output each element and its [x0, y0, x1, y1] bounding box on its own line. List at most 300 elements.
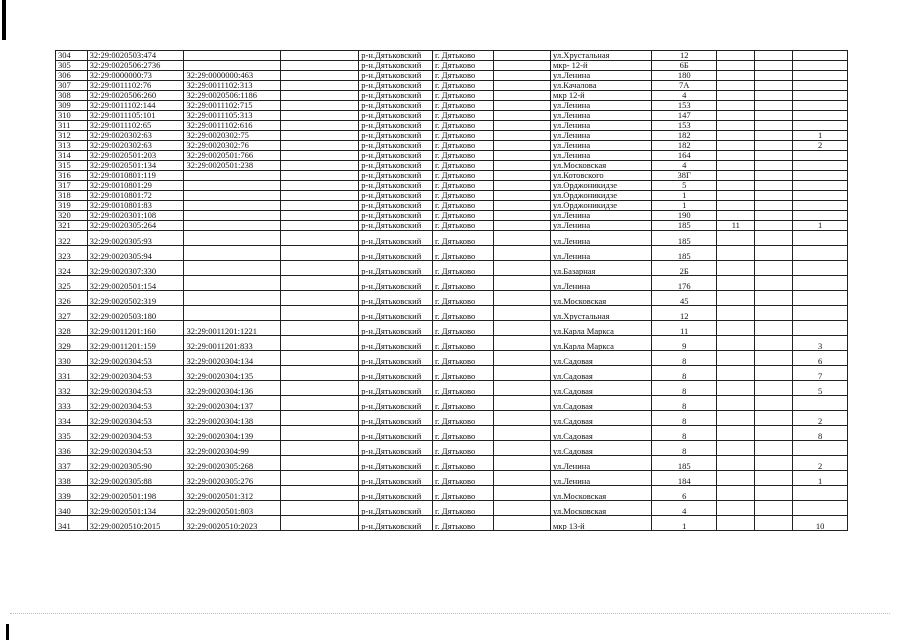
- building-number-cell: [717, 351, 755, 366]
- street-cell: ул.Садовая: [550, 396, 651, 411]
- empty-cell: [281, 51, 359, 61]
- district-cell: р-н.Дятьковский: [359, 321, 433, 336]
- empty-cell: [494, 441, 551, 456]
- district-cell: р-н.Дятьковский: [359, 71, 433, 81]
- empty-cell: [755, 381, 793, 396]
- empty-cell: [281, 161, 359, 171]
- row-number-cell: 328: [56, 321, 88, 336]
- building-number-cell: [717, 81, 755, 91]
- house-number-cell: 8: [652, 411, 717, 426]
- city-cell: г. Дятьково: [433, 306, 494, 321]
- premises-cadastral-number-cell: 32:29:0020304:134: [184, 351, 281, 366]
- district-cell: р-н.Дятьковский: [359, 191, 433, 201]
- apartment-number-cell: 10: [793, 516, 848, 531]
- street-cell: ул.Ленина: [550, 131, 651, 141]
- district-cell: р-н.Дятьковский: [359, 131, 433, 141]
- street-cell: ул.Ленина: [550, 456, 651, 471]
- cadastral-number-cell: 32:29:0010801:29: [87, 181, 184, 191]
- empty-cell: [494, 501, 551, 516]
- district-cell: р-н.Дятьковский: [359, 81, 433, 91]
- district-cell: р-н.Дятьковский: [359, 51, 433, 61]
- city-cell: г. Дятьково: [433, 121, 494, 131]
- empty-cell: [281, 101, 359, 111]
- empty-cell: [494, 151, 551, 161]
- row-number-cell: 317: [56, 181, 88, 191]
- empty-cell: [281, 111, 359, 121]
- apartment-number-cell: [793, 211, 848, 221]
- street-cell: ул.Садовая: [550, 441, 651, 456]
- district-cell: р-н.Дятьковский: [359, 276, 433, 291]
- apartment-number-cell: [793, 171, 848, 181]
- empty-cell: [755, 471, 793, 486]
- house-number-cell: 38Г: [652, 171, 717, 181]
- district-cell: р-н.Дятьковский: [359, 291, 433, 306]
- cadastral-number-cell: 32:29:0020503:474: [87, 51, 184, 61]
- district-cell: р-н.Дятьковский: [359, 441, 433, 456]
- premises-cadastral-number-cell: [184, 61, 281, 71]
- city-cell: г. Дятьково: [433, 191, 494, 201]
- empty-cell: [755, 211, 793, 221]
- city-cell: г. Дятьково: [433, 261, 494, 276]
- empty-cell: [281, 121, 359, 131]
- table-row: [56, 51, 848, 61]
- building-number-cell: [717, 101, 755, 111]
- scan-noise-line: [10, 613, 890, 614]
- apartment-number-cell: [793, 111, 848, 121]
- city-cell: г. Дятьково: [433, 366, 494, 381]
- empty-cell: [281, 201, 359, 211]
- cadastral-number-cell: 32:29:0020304:53: [87, 366, 184, 381]
- apartment-number-cell: [793, 486, 848, 501]
- table-row: [56, 201, 848, 211]
- empty-cell: [494, 516, 551, 531]
- empty-cell: [755, 456, 793, 471]
- empty-cell: [494, 456, 551, 471]
- empty-cell: [494, 291, 551, 306]
- empty-cell: [755, 516, 793, 531]
- district-cell: р-н.Дятьковский: [359, 411, 433, 426]
- premises-cadastral-number-cell: 32:29:0011105:313: [184, 111, 281, 121]
- table-row: [56, 441, 848, 456]
- house-number-cell: 164: [652, 151, 717, 161]
- building-number-cell: [717, 191, 755, 201]
- table-row: [56, 131, 848, 141]
- house-number-cell: 8: [652, 366, 717, 381]
- district-cell: р-н.Дятьковский: [359, 501, 433, 516]
- house-number-cell: 1: [652, 201, 717, 211]
- table-row: [56, 456, 848, 471]
- street-cell: ул.Качалова: [550, 81, 651, 91]
- row-number-cell: 316: [56, 171, 88, 181]
- premises-cadastral-number-cell: 32:29:0020506:1186: [184, 91, 281, 101]
- empty-cell: [494, 261, 551, 276]
- empty-cell: [494, 91, 551, 101]
- row-number-cell: 313: [56, 141, 88, 151]
- street-cell: ул.Ленина: [550, 111, 651, 121]
- city-cell: г. Дятьково: [433, 486, 494, 501]
- empty-cell: [755, 61, 793, 71]
- apartment-number-cell: 5: [793, 381, 848, 396]
- apartment-number-cell: [793, 61, 848, 71]
- apartment-number-cell: [793, 81, 848, 91]
- row-number-cell: 325: [56, 276, 88, 291]
- house-number-cell: 45: [652, 291, 717, 306]
- premises-cadastral-number-cell: 32:29:0020304:137: [184, 396, 281, 411]
- cadastral-number-cell: 32:29:0011201:159: [87, 336, 184, 351]
- empty-cell: [494, 231, 551, 246]
- empty-cell: [494, 121, 551, 131]
- city-cell: г. Дятьково: [433, 101, 494, 111]
- house-number-cell: 12: [652, 306, 717, 321]
- empty-cell: [281, 231, 359, 246]
- premises-cadastral-number-cell: 32:29:0020302:76: [184, 141, 281, 151]
- empty-cell: [281, 366, 359, 381]
- empty-cell: [755, 321, 793, 336]
- district-cell: р-н.Дятьковский: [359, 151, 433, 161]
- empty-cell: [281, 291, 359, 306]
- row-number-cell: 304: [56, 51, 88, 61]
- city-cell: г. Дятьково: [433, 151, 494, 161]
- table-row: [56, 151, 848, 161]
- building-number-cell: [717, 381, 755, 396]
- city-cell: г. Дятьково: [433, 441, 494, 456]
- building-number-cell: [717, 246, 755, 261]
- row-number-cell: 311: [56, 121, 88, 131]
- cadastral-number-cell: 32:29:0020510:2015: [87, 516, 184, 531]
- registry-body: [56, 51, 848, 531]
- house-number-cell: 8: [652, 351, 717, 366]
- street-cell: ул.Ленина: [550, 151, 651, 161]
- empty-cell: [281, 306, 359, 321]
- table-row: [56, 336, 848, 351]
- row-number-cell: 339: [56, 486, 88, 501]
- house-number-cell: 182: [652, 141, 717, 151]
- empty-cell: [755, 141, 793, 151]
- street-cell: ул.Карла Маркса: [550, 321, 651, 336]
- table-row: [56, 161, 848, 171]
- city-cell: г. Дятьково: [433, 246, 494, 261]
- cadastral-number-cell: 32:29:0020506:260: [87, 91, 184, 101]
- empty-cell: [281, 396, 359, 411]
- building-number-cell: [717, 336, 755, 351]
- premises-cadastral-number-cell: 32:29:0020304:139: [184, 426, 281, 441]
- cadastral-number-cell: 32:29:0020304:53: [87, 381, 184, 396]
- cadastral-number-cell: 32:29:0020304:53: [87, 441, 184, 456]
- empty-cell: [755, 426, 793, 441]
- empty-cell: [281, 321, 359, 336]
- district-cell: р-н.Дятьковский: [359, 306, 433, 321]
- empty-cell: [494, 161, 551, 171]
- city-cell: г. Дятьково: [433, 291, 494, 306]
- empty-cell: [755, 151, 793, 161]
- district-cell: р-н.Дятьковский: [359, 171, 433, 181]
- empty-cell: [755, 71, 793, 81]
- cadastral-number-cell: 32:29:0020501:198: [87, 486, 184, 501]
- cadastral-number-cell: 32:29:0010801:119: [87, 171, 184, 181]
- apartment-number-cell: [793, 306, 848, 321]
- street-cell: мкр- 12-й: [550, 61, 651, 71]
- empty-cell: [755, 101, 793, 111]
- empty-cell: [494, 201, 551, 211]
- building-number-cell: [717, 411, 755, 426]
- cadastral-number-cell: 32:29:0020501:154: [87, 276, 184, 291]
- row-number-cell: 310: [56, 111, 88, 121]
- district-cell: р-н.Дятьковский: [359, 61, 433, 71]
- district-cell: р-н.Дятьковский: [359, 381, 433, 396]
- city-cell: г. Дятьково: [433, 61, 494, 71]
- premises-cadastral-number-cell: [184, 221, 281, 231]
- table-row: [56, 306, 848, 321]
- table-row: [56, 261, 848, 276]
- premises-cadastral-number-cell: 32:29:0020501:312: [184, 486, 281, 501]
- empty-cell: [755, 441, 793, 456]
- premises-cadastral-number-cell: [184, 231, 281, 246]
- empty-cell: [281, 171, 359, 181]
- cadastral-number-cell: 32:29:0011105:101: [87, 111, 184, 121]
- row-number-cell: 330: [56, 351, 88, 366]
- row-number-cell: 341: [56, 516, 88, 531]
- premises-cadastral-number-cell: 32:29:0020501:803: [184, 501, 281, 516]
- house-number-cell: 8: [652, 381, 717, 396]
- premises-cadastral-number-cell: 32:29:0020305:276: [184, 471, 281, 486]
- row-number-cell: 326: [56, 291, 88, 306]
- premises-cadastral-number-cell: 32:29:0020305:268: [184, 456, 281, 471]
- city-cell: г. Дятьково: [433, 51, 494, 61]
- street-cell: мкр 13-й: [550, 516, 651, 531]
- house-number-cell: 4: [652, 161, 717, 171]
- premises-cadastral-number-cell: 32:29:0020501:238: [184, 161, 281, 171]
- building-number-cell: [717, 516, 755, 531]
- city-cell: г. Дятьково: [433, 91, 494, 101]
- street-cell: ул.Хрустальная: [550, 51, 651, 61]
- house-number-cell: 12: [652, 51, 717, 61]
- district-cell: р-н.Дятьковский: [359, 121, 433, 131]
- premises-cadastral-number-cell: [184, 171, 281, 181]
- street-cell: ул.Карла Маркса: [550, 336, 651, 351]
- empty-cell: [281, 141, 359, 151]
- table-row: [56, 501, 848, 516]
- empty-cell: [755, 231, 793, 246]
- empty-cell: [755, 131, 793, 141]
- empty-cell: [755, 246, 793, 261]
- house-number-cell: 8: [652, 396, 717, 411]
- building-number-cell: [717, 231, 755, 246]
- empty-cell: [494, 171, 551, 181]
- empty-cell: [281, 456, 359, 471]
- building-number-cell: [717, 306, 755, 321]
- cadastral-number-cell: 32:29:0020501:203: [87, 151, 184, 161]
- row-number-cell: 309: [56, 101, 88, 111]
- cadastral-number-cell: 32:29:0010801:83: [87, 201, 184, 211]
- district-cell: р-н.Дятьковский: [359, 426, 433, 441]
- table-row: [56, 71, 848, 81]
- empty-cell: [494, 111, 551, 121]
- empty-cell: [755, 221, 793, 231]
- empty-cell: [755, 501, 793, 516]
- building-number-cell: [717, 171, 755, 181]
- building-number-cell: [717, 486, 755, 501]
- city-cell: г. Дятьково: [433, 141, 494, 151]
- table-row: [56, 396, 848, 411]
- empty-cell: [755, 291, 793, 306]
- row-number-cell: 319: [56, 201, 88, 211]
- apartment-number-cell: 3: [793, 336, 848, 351]
- city-cell: г. Дятьково: [433, 221, 494, 231]
- empty-cell: [755, 171, 793, 181]
- row-number-cell: 318: [56, 191, 88, 201]
- row-number-cell: 332: [56, 381, 88, 396]
- apartment-number-cell: [793, 161, 848, 171]
- street-cell: ул.Московская: [550, 486, 651, 501]
- table-row: [56, 141, 848, 151]
- city-cell: г. Дятьково: [433, 171, 494, 181]
- building-number-cell: [717, 501, 755, 516]
- cadastral-number-cell: 32:29:0011102:76: [87, 81, 184, 91]
- empty-cell: [755, 91, 793, 101]
- table-row: [56, 246, 848, 261]
- empty-cell: [281, 211, 359, 221]
- apartment-number-cell: [793, 501, 848, 516]
- table-row: [56, 221, 848, 231]
- house-number-cell: 190: [652, 211, 717, 221]
- empty-cell: [494, 306, 551, 321]
- table-row: [56, 291, 848, 306]
- premises-cadastral-number-cell: 32:29:0020302:75: [184, 131, 281, 141]
- street-cell: ул.Московская: [550, 161, 651, 171]
- premises-cadastral-number-cell: 32:29:0020304:99: [184, 441, 281, 456]
- apartment-number-cell: 6: [793, 351, 848, 366]
- empty-cell: [494, 426, 551, 441]
- street-cell: ул.Ленина: [550, 246, 651, 261]
- cadastral-number-cell: 32:29:0020301:108: [87, 211, 184, 221]
- cadastral-number-cell: 32:29:0020304:53: [87, 411, 184, 426]
- house-number-cell: 185: [652, 246, 717, 261]
- row-number-cell: 306: [56, 71, 88, 81]
- cadastral-number-cell: 32:29:0020305:94: [87, 246, 184, 261]
- building-number-cell: [717, 151, 755, 161]
- district-cell: р-н.Дятьковский: [359, 111, 433, 121]
- cadastral-number-cell: 32:29:0000000:73: [87, 71, 184, 81]
- empty-cell: [494, 61, 551, 71]
- apartment-number-cell: [793, 121, 848, 131]
- premises-cadastral-number-cell: [184, 291, 281, 306]
- street-cell: ул.Ленина: [550, 141, 651, 151]
- cadastral-number-cell: 32:29:0020305:93: [87, 231, 184, 246]
- empty-cell: [494, 336, 551, 351]
- empty-cell: [281, 71, 359, 81]
- apartment-number-cell: [793, 51, 848, 61]
- street-cell: ул.Московская: [550, 501, 651, 516]
- table-row: [56, 381, 848, 396]
- empty-cell: [281, 261, 359, 276]
- building-number-cell: [717, 321, 755, 336]
- premises-cadastral-number-cell: [184, 191, 281, 201]
- property-registry-table: [55, 50, 848, 531]
- city-cell: г. Дятьково: [433, 181, 494, 191]
- house-number-cell: 1: [652, 191, 717, 201]
- cadastral-number-cell: 32:29:0020501:134: [87, 161, 184, 171]
- house-number-cell: 8: [652, 441, 717, 456]
- cadastral-number-cell: 32:29:0020305:264: [87, 221, 184, 231]
- table-row: [56, 276, 848, 291]
- empty-cell: [494, 191, 551, 201]
- building-number-cell: [717, 111, 755, 121]
- building-number-cell: [717, 141, 755, 151]
- empty-cell: [755, 336, 793, 351]
- city-cell: г. Дятьково: [433, 396, 494, 411]
- scan-edge-mark-bottom: [6, 624, 9, 640]
- empty-cell: [281, 181, 359, 191]
- house-number-cell: 185: [652, 231, 717, 246]
- city-cell: г. Дятьково: [433, 111, 494, 121]
- building-number-cell: [717, 201, 755, 211]
- city-cell: г. Дятьково: [433, 381, 494, 396]
- city-cell: г. Дятьково: [433, 471, 494, 486]
- premises-cadastral-number-cell: 32:29:0020304:135: [184, 366, 281, 381]
- empty-cell: [281, 221, 359, 231]
- row-number-cell: 336: [56, 441, 88, 456]
- empty-cell: [755, 121, 793, 131]
- district-cell: р-н.Дятьковский: [359, 91, 433, 101]
- apartment-number-cell: [793, 321, 848, 336]
- table-row: [56, 321, 848, 336]
- empty-cell: [494, 81, 551, 91]
- empty-cell: [494, 411, 551, 426]
- empty-cell: [494, 131, 551, 141]
- premises-cadastral-number-cell: [184, 51, 281, 61]
- district-cell: р-н.Дятьковский: [359, 261, 433, 276]
- house-number-cell: 4: [652, 501, 717, 516]
- street-cell: ул.Садовая: [550, 381, 651, 396]
- row-number-cell: 320: [56, 211, 88, 221]
- empty-cell: [281, 516, 359, 531]
- empty-cell: [281, 131, 359, 141]
- cadastral-number-cell: 32:29:0020304:53: [87, 396, 184, 411]
- district-cell: р-н.Дятьковский: [359, 181, 433, 191]
- empty-cell: [281, 441, 359, 456]
- row-number-cell: 323: [56, 246, 88, 261]
- street-cell: ул.Ленина: [550, 221, 651, 231]
- district-cell: р-н.Дятьковский: [359, 141, 433, 151]
- row-number-cell: 338: [56, 471, 88, 486]
- empty-cell: [281, 501, 359, 516]
- table-row: [56, 411, 848, 426]
- empty-cell: [755, 161, 793, 171]
- table-row: [56, 111, 848, 121]
- street-cell: ул.Орджоникидзе: [550, 191, 651, 201]
- house-number-cell: 184: [652, 471, 717, 486]
- table-row: [56, 171, 848, 181]
- empty-cell: [755, 111, 793, 121]
- empty-cell: [755, 181, 793, 191]
- empty-cell: [494, 351, 551, 366]
- district-cell: р-н.Дятьковский: [359, 231, 433, 246]
- apartment-number-cell: 2: [793, 411, 848, 426]
- premises-cadastral-number-cell: 32:29:0020304:138: [184, 411, 281, 426]
- row-number-cell: 333: [56, 396, 88, 411]
- empty-cell: [494, 381, 551, 396]
- table-row: [56, 486, 848, 501]
- row-number-cell: 308: [56, 91, 88, 101]
- cadastral-number-cell: 32:29:0020304:53: [87, 351, 184, 366]
- apartment-number-cell: [793, 191, 848, 201]
- street-cell: ул.Ленина: [550, 121, 651, 131]
- row-number-cell: 337: [56, 456, 88, 471]
- row-number-cell: 305: [56, 61, 88, 71]
- empty-cell: [494, 221, 551, 231]
- district-cell: р-н.Дятьковский: [359, 101, 433, 111]
- empty-cell: [281, 351, 359, 366]
